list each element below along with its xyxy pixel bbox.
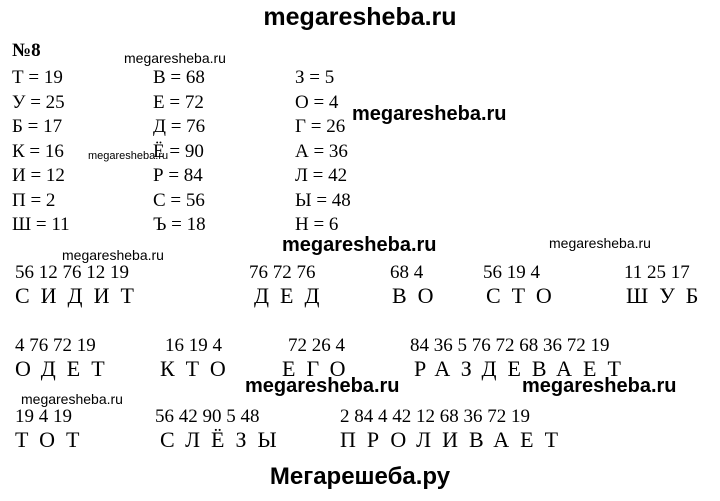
- cipher-entry: А = 36: [295, 140, 348, 162]
- site-title: megaresheba.ru: [263, 3, 457, 31]
- cipher-numbers: 56 42 90 5 48: [155, 406, 260, 427]
- cipher-numbers: 84 36 5 76 72 68 36 72 19: [410, 335, 610, 356]
- cipher-numbers: 56 19 4: [483, 262, 540, 283]
- cipher-numbers: 2 84 4 42 12 68 36 72 19: [340, 406, 530, 427]
- decoded-word: КТО: [160, 356, 237, 381]
- cipher-entry: С = 56: [153, 189, 205, 211]
- cipher-numbers: 76 72 76: [249, 262, 316, 283]
- cipher-entry: Ё = 90: [153, 140, 204, 162]
- cipher-numbers: 11 25 17: [624, 262, 690, 283]
- task-number: №8: [12, 40, 41, 61]
- decoded-word: ВО: [392, 283, 445, 308]
- cipher-entry: Р = 84: [153, 165, 203, 186]
- decoded-word: ШУБ: [626, 283, 710, 308]
- cipher-entry: З = 5: [295, 67, 335, 88]
- decoded-word: ДЕД: [254, 283, 331, 308]
- cipher-entry: Е = 72: [153, 91, 204, 113]
- cipher-numbers: 56 12 76 12 19: [15, 262, 129, 283]
- decoded-word: СИДИТ: [15, 283, 145, 308]
- cipher-entry: Л = 42: [295, 165, 348, 186]
- decoded-word: ОДЕТ: [15, 356, 116, 381]
- watermark: megaresheba.ru: [352, 103, 507, 125]
- decoded-word: СТО: [486, 283, 563, 308]
- cipher-entry: В = 68: [153, 67, 205, 88]
- watermark: megaresheba.ru: [124, 50, 226, 66]
- cipher-entry: Н = 6: [295, 214, 339, 235]
- watermark: megaresheba.ru: [522, 375, 677, 397]
- cipher-numbers: 68 4: [390, 262, 424, 283]
- cipher-numbers: 19 4 19: [15, 406, 72, 427]
- cipher-entry: Ъ = 18: [153, 214, 206, 235]
- watermark: megaresheba.ru: [62, 247, 164, 263]
- cipher-entry: К = 16: [12, 140, 64, 162]
- cipher-entry: И = 12: [12, 165, 65, 186]
- cipher-numbers: 16 19 4: [165, 335, 222, 356]
- cipher-entry: Б = 17: [12, 116, 63, 137]
- cipher-entry: Т = 19: [12, 67, 63, 88]
- cipher-entry: Д = 76: [153, 116, 206, 137]
- decoded-word: РАЗДЕВАЕТ: [414, 356, 632, 381]
- watermark: megaresheba.ru: [21, 391, 123, 407]
- cipher-numbers: 72 26 4: [288, 335, 345, 356]
- cipher-column-3: [295, 66, 351, 238]
- cipher-entry: У = 25: [12, 91, 65, 113]
- cipher-entry: О = 4: [295, 91, 339, 113]
- watermark: megaresheba.ru: [549, 235, 651, 251]
- watermark: megaresheba.ru: [282, 234, 437, 256]
- cipher-numbers: 4 76 72 19: [15, 335, 96, 356]
- cipher-entry: Г = 26: [295, 116, 346, 137]
- cipher-entry: П = 2: [12, 189, 56, 211]
- decoded-word: ЕГО: [282, 356, 357, 381]
- cipher-entry: Ы = 48: [295, 189, 351, 211]
- footer-title: Мегарешеба.ру: [269, 463, 451, 490]
- decoded-word: ПРОЛИВАЕТ: [340, 427, 570, 452]
- decoded-word: ТОТ: [15, 427, 91, 452]
- watermark: megaresheba.ru: [245, 375, 400, 397]
- watermark: megaresheba.ru: [88, 150, 169, 162]
- cipher-column-1: [12, 66, 70, 238]
- cipher-entry: Ш = 11: [12, 214, 70, 235]
- decoded-word: СЛЁЗЫ: [160, 427, 288, 452]
